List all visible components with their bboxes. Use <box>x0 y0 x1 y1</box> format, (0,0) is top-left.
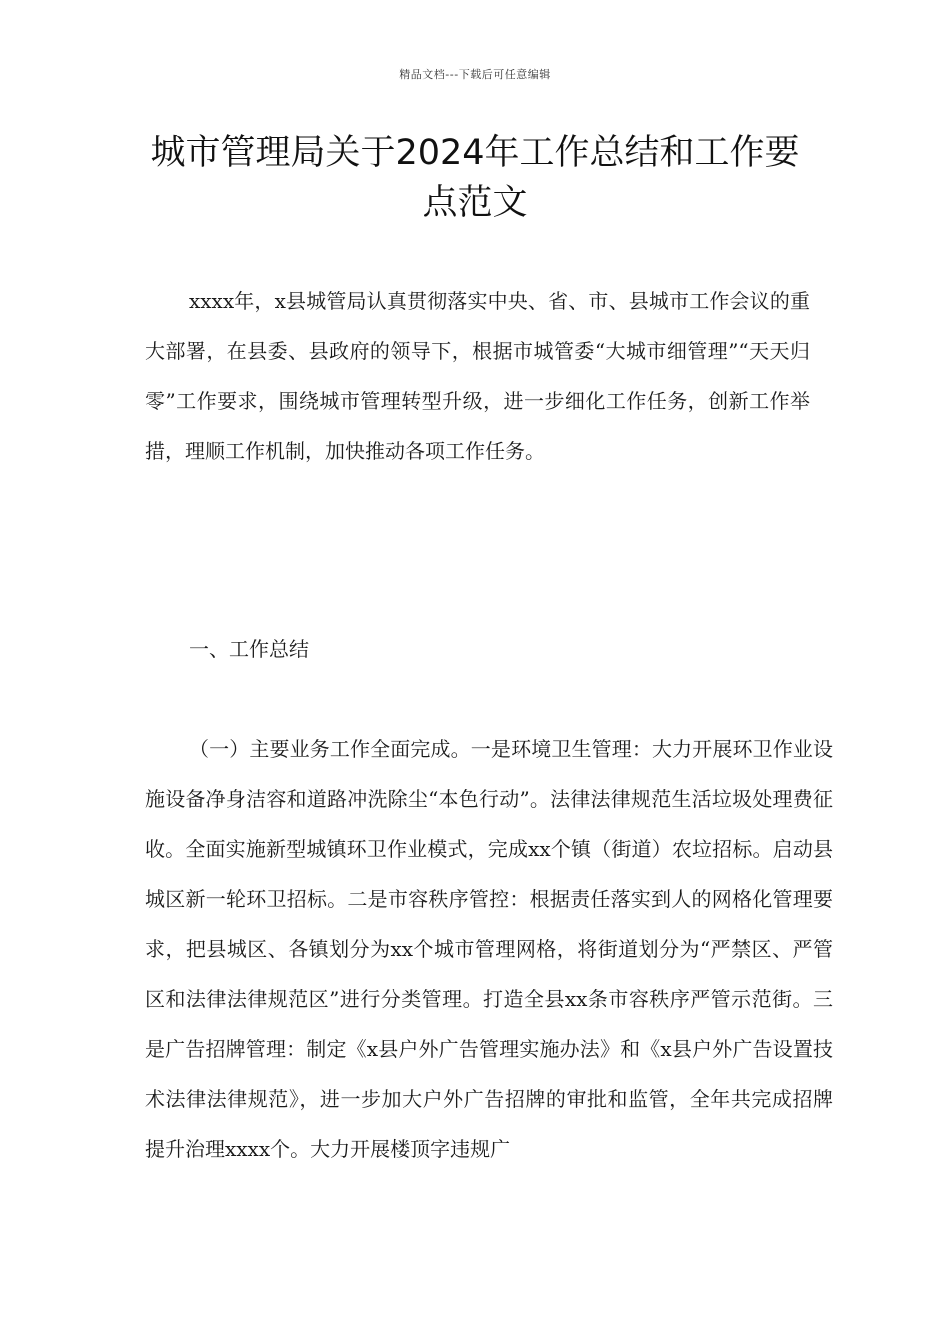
section-heading: 一、工作总结 <box>189 637 309 661</box>
section-paragraph: （一）主要业务工作全面完成。一是环境卫生管理：大力开展环卫作业设施设备净身洁容和道路冲洗除尘“本色行动”。法律法律规范生活垃圾处理费征收。全面实施新型城镇环卫作业模式，完成xx个镇（街道）农垃招标。启动县城区新一轮环卫招标。二是市容秩序管控：根据责任落实到人的网格化管理要求，把县城区、各镇划分为xx个城市管理网格，将街道划分为“严禁区、严管区和法律法律规范区”进行分类管理。打造全县xx条市容秩序严管示范街。三是广告招牌管理：制定《x县户外广告管理实施办法》和《x县户外广告设置技术法律法律规范》，进一步加大户外广告招牌的审批和监管，全年共完成招牌提升治理xxxx个。大力开展楼顶字违规广 <box>145 737 833 1161</box>
intro-paragraph: xxxx年，x县城管局认真贯彻落实中央、省、市、县城市工作会议的重大部署，在县委、县政府的领导下，根据市城管委“大城市细管理”“天天归零”工作要求，围绕城市管理转型升级，进一步细化工作任务，创新工作举措，理顺工作机制，加快推动各项工作任务。 <box>145 289 810 463</box>
page-title: 城市管理局关于2024年工作总结和工作要点范文 <box>150 133 800 223</box>
header-note: 精品文档---下载后可任意编辑 <box>399 68 551 81</box>
